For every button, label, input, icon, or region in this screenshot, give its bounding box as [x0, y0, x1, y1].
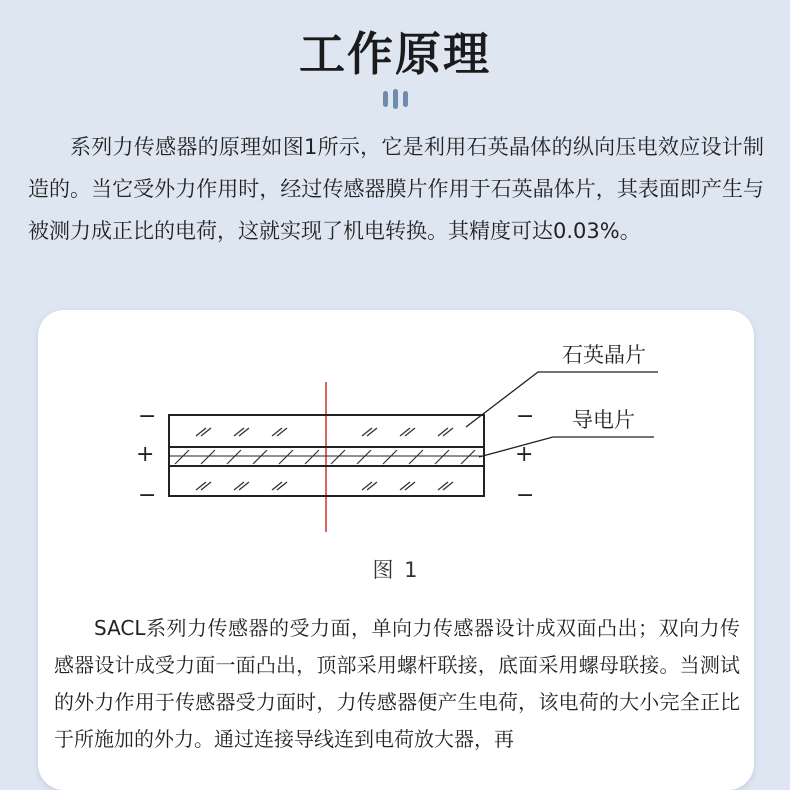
- top-crystal-hatch: [196, 428, 453, 436]
- bottom-crystal-hatch: [196, 482, 453, 490]
- intro-paragraph: [28, 126, 764, 252]
- sign-left-top: −: [138, 404, 157, 429]
- body-paragraph: [54, 610, 740, 758]
- sign-right-top: −: [516, 404, 535, 429]
- conductor-leader-line: [479, 437, 654, 457]
- body-text: SACL系列力传感器的受力面，单向力传感器设计成双面凸出；双向力传感器设计成受力面一面凸出，顶部采用螺杆联接，底面采用螺母联接。当测试的外力作用于传感器受力面时，力传感器便产生电荷，该电荷的大小完全正比于所施加的外力。通过连接导线连到电荷放大器，再: [54, 616, 740, 751]
- conductor-strip-hatch: [175, 450, 475, 464]
- intro-text: 系列力传感器的原理如图1所示，它是利用石英晶体的纵向压电效应设计制造的。当它受外力作用时，经过传感器膜片作用于石英晶体片，其表面即产生与被测力成正比的电荷，这就实现了机电转换。其精度可达0.03%。: [28, 135, 764, 243]
- label-conductor: 导电片: [572, 408, 635, 432]
- figure-caption: 图 1: [372, 558, 420, 582]
- figure-card: [38, 310, 754, 790]
- sign-left-mid: +: [136, 442, 155, 467]
- title-decoration-bars: [383, 89, 409, 109]
- page-title: 工作原理: [299, 27, 491, 81]
- sign-right-mid: +: [515, 442, 534, 467]
- sign-right-bottom: −: [516, 483, 535, 508]
- sign-left-bottom: −: [138, 483, 157, 508]
- label-crystal: 石英晶片: [562, 343, 646, 367]
